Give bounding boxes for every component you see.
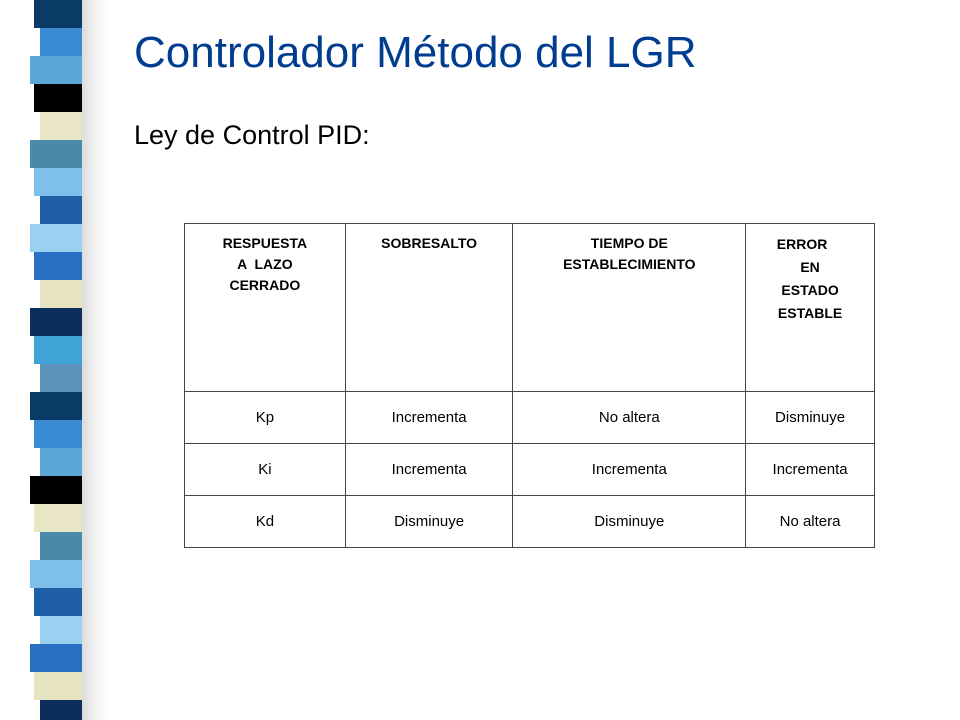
header-respuesta [185, 224, 346, 392]
strip-segment [30, 308, 82, 336]
strip-segment [40, 448, 82, 476]
strip-segment [40, 364, 82, 392]
strip-segment [34, 420, 82, 448]
strip-segment [30, 644, 82, 672]
table-cell: Incrementa [345, 392, 513, 444]
slide-subtitle: Ley de Control PID: [134, 120, 370, 150]
table-row [185, 392, 875, 444]
table-cell: Disminuye [746, 392, 875, 444]
strip-segment [30, 140, 82, 168]
table-cell: Ki [185, 444, 346, 496]
header-text: CERRADO [229, 277, 301, 293]
header-tiempo-establecimiento [513, 224, 746, 392]
table-cell: Disminuye [513, 496, 746, 548]
strip-segment [34, 168, 82, 196]
slide-title: Controlador Método del LGR [134, 28, 697, 77]
table-header-row [185, 224, 875, 392]
header-sobresalto [345, 224, 513, 392]
strip-segment [34, 336, 82, 364]
header-text: SOBRESALTO [381, 235, 478, 251]
strip-segment [30, 224, 82, 252]
strip-segment [30, 392, 82, 420]
strip-segment [40, 196, 82, 224]
table-row [185, 444, 875, 496]
table-cell: No altera [513, 392, 746, 444]
header-error-estado-estable [746, 224, 875, 392]
strip-segment [34, 252, 82, 280]
header-text: ERROR [776, 236, 828, 252]
table-cell: Incrementa [345, 444, 513, 496]
table-cell: No altera [746, 496, 875, 548]
decorative-color-strip [30, 0, 82, 720]
header-text: RESPUESTA [222, 235, 308, 251]
table-cell: Kp [185, 392, 346, 444]
strip-segment [30, 560, 82, 588]
strip-segment [34, 504, 82, 532]
table-cell: Incrementa [513, 444, 746, 496]
pid-effects-table [184, 223, 875, 548]
strip-segment [30, 476, 82, 504]
strip-segment [34, 588, 82, 616]
strip-segment [40, 112, 82, 140]
strip-segment [34, 0, 82, 28]
strip-segment [40, 532, 82, 560]
header-text: ESTABLE [777, 305, 843, 321]
strip-segment [34, 84, 82, 112]
table-cell: Kd [185, 496, 346, 548]
header-text: ESTADO [781, 282, 839, 298]
strip-segment [40, 28, 82, 56]
strip-segment [34, 672, 82, 700]
table-cell: Disminuye [345, 496, 513, 548]
header-text: ESTABLECIMIENTO [563, 256, 696, 272]
strip-segment [40, 280, 82, 308]
strip-segment [40, 700, 82, 720]
header-text: TIEMPO DE [590, 235, 668, 251]
table-cell: Incrementa [746, 444, 875, 496]
header-text: EN [800, 259, 820, 275]
table-row [185, 496, 875, 548]
strip-segment [30, 56, 82, 84]
header-text: A LAZO [237, 256, 293, 272]
strip-shadow [80, 0, 110, 720]
strip-segment [40, 616, 82, 644]
